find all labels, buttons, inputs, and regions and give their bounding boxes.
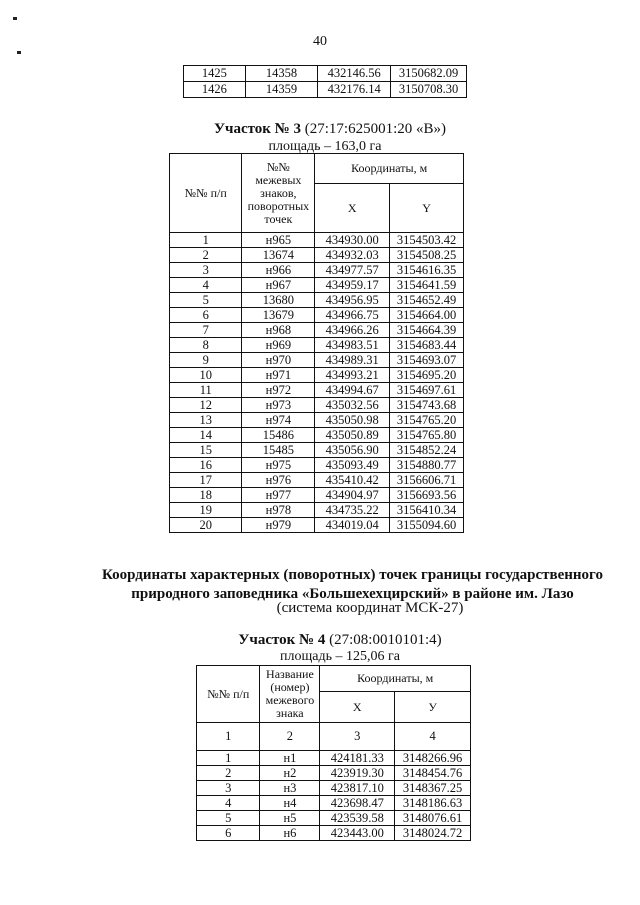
table-cell: 14359: [245, 82, 318, 98]
table-cell: 3154697.61: [390, 383, 464, 398]
table-row: [170, 443, 464, 458]
table-cell: 20: [170, 518, 242, 533]
table-cell: 2: [170, 248, 242, 263]
table-cell: 9: [170, 353, 242, 368]
table-row: [197, 826, 471, 841]
table-cell: 3148266.96: [395, 751, 471, 766]
table-cell: 423539.58: [320, 811, 395, 826]
table-cell: 13674: [242, 248, 315, 263]
scan-mark: [17, 51, 21, 54]
table-cell: 18: [170, 488, 242, 503]
table-cell: н975: [242, 458, 315, 473]
table-row: [170, 308, 464, 323]
table-row: [170, 488, 464, 503]
table-cell: 434735.22: [315, 503, 390, 518]
table-cell: 1425: [184, 66, 246, 82]
table-cell: 434993.21: [315, 368, 390, 383]
document-heading: [80, 566, 625, 604]
table-cell: 3: [170, 263, 242, 278]
table-cell: н977: [242, 488, 315, 503]
table-cell: 3154652.49: [390, 293, 464, 308]
table-cell: 3154508.25: [390, 248, 464, 263]
table-row: [170, 503, 464, 518]
header-x: X: [320, 692, 395, 723]
table-row: [197, 766, 471, 781]
header-y: Y: [390, 184, 464, 233]
table-cell: 423919.30: [320, 766, 395, 781]
index-cell: 2: [260, 723, 320, 751]
table-cell: 17: [170, 473, 242, 488]
table-cell: 5: [197, 811, 260, 826]
table-row: [170, 338, 464, 353]
table-cell: н2: [260, 766, 320, 781]
table-cell: 8: [170, 338, 242, 353]
table-row: [170, 353, 464, 368]
table-row: [197, 811, 471, 826]
table-row: [197, 751, 471, 766]
table-cell: 13680: [242, 293, 315, 308]
table-cell: н973: [242, 398, 315, 413]
table-cell: 434989.31: [315, 353, 390, 368]
table-cell: 435032.56: [315, 398, 390, 413]
table-cell: 435050.98: [315, 413, 390, 428]
table-cell: 423698.47: [320, 796, 395, 811]
table-cell: н978: [242, 503, 315, 518]
section-4-title: Участок № 4 (27:08:0010101:4): [238, 632, 442, 648]
table-cell: 3150708.30: [391, 82, 467, 98]
table-cell: н966: [242, 263, 315, 278]
table-cell: 434983.51: [315, 338, 390, 353]
table-cell: 3154683.44: [390, 338, 464, 353]
table-cell: н972: [242, 383, 315, 398]
table-cell: 12: [170, 398, 242, 413]
coordinate-system: (система координат МСК-27): [276, 600, 464, 616]
table-cell: 3154852.24: [390, 443, 464, 458]
table-cell: 423817.10: [320, 781, 395, 796]
index-cell: 1: [197, 723, 260, 751]
table-cell: н976: [242, 473, 315, 488]
table-cell: 3150682.09: [391, 66, 467, 82]
table-cell: 432176.14: [318, 82, 391, 98]
index-row: [197, 723, 471, 751]
table-row: [184, 82, 467, 98]
table-cell: н974: [242, 413, 315, 428]
table-row: [170, 473, 464, 488]
table-cell: 3148367.25: [395, 781, 471, 796]
table-cell: 3148076.61: [395, 811, 471, 826]
table-cell: 3154765.80: [390, 428, 464, 443]
table-cell: 3: [197, 781, 260, 796]
table-cell: н968: [242, 323, 315, 338]
header-y: У: [395, 692, 471, 723]
table-cell: н965: [242, 233, 315, 248]
header-coords: Координаты, м: [320, 666, 471, 692]
header-marker: Название (номер) межевого знака: [260, 666, 320, 723]
table-cell: 434959.17: [315, 278, 390, 293]
table-cell: 15485: [242, 443, 315, 458]
header-marker: №№ межевых знаков, поворотных точек: [242, 154, 315, 233]
table-cell: 3154664.39: [390, 323, 464, 338]
table-row: [170, 368, 464, 383]
index-cell: 3: [320, 723, 395, 751]
table-cell: 3154503.42: [390, 233, 464, 248]
table-cell: 14358: [245, 66, 318, 82]
table-cell: 6: [197, 826, 260, 841]
table-cell: 3148454.76: [395, 766, 471, 781]
table-cell: 3154695.20: [390, 368, 464, 383]
heading-line-2: природного заповедника «Большехехцирский» в районе им. Лазо: [131, 586, 574, 602]
continuation-table: [183, 65, 467, 98]
table-cell: 3154765.20: [390, 413, 464, 428]
table-cell: 2: [197, 766, 260, 781]
table-cell: 3156693.56: [390, 488, 464, 503]
section-3-title: Участок № 3 (27:17:625001:20 «В»): [213, 121, 446, 137]
table-cell: 1: [170, 233, 242, 248]
table-cell: 434904.97: [315, 488, 390, 503]
table-cell: н971: [242, 368, 315, 383]
table-row: [170, 383, 464, 398]
index-cell: 4: [395, 723, 471, 751]
table-cell: 1426: [184, 82, 246, 98]
table-cell: 19: [170, 503, 242, 518]
table-cell: 5: [170, 293, 242, 308]
table-cell: 11: [170, 383, 242, 398]
table-cell: 434956.95: [315, 293, 390, 308]
table-cell: 3154693.07: [390, 353, 464, 368]
table-cell: 424181.33: [320, 751, 395, 766]
table-row: [170, 233, 464, 248]
table-cell: 3154743.68: [390, 398, 464, 413]
table-cell: н1: [260, 751, 320, 766]
table-cell: 434966.75: [315, 308, 390, 323]
header-x: X: [315, 184, 390, 233]
table-row: [197, 781, 471, 796]
section-4-area: площадь – 125,06 га: [280, 649, 400, 664]
section-3-area: площадь – 163,0 га: [268, 139, 382, 154]
table-cell: 3154664.00: [390, 308, 464, 323]
table-cell: н4: [260, 796, 320, 811]
table-cell: 423443.00: [320, 826, 395, 841]
table-cell: 13: [170, 413, 242, 428]
table-cell: 434966.26: [315, 323, 390, 338]
table-cell: 4: [170, 278, 242, 293]
table-cell: 434932.03: [315, 248, 390, 263]
table-cell: н5: [260, 811, 320, 826]
table-cell: н970: [242, 353, 315, 368]
table-row: [170, 248, 464, 263]
table-cell: н967: [242, 278, 315, 293]
header-coords: Координаты, м: [315, 154, 464, 184]
table-cell: н979: [242, 518, 315, 533]
table-cell: 7: [170, 323, 242, 338]
table-cell: 14: [170, 428, 242, 443]
table-cell: н3: [260, 781, 320, 796]
table-cell: 435056.90: [315, 443, 390, 458]
table-cell: 15: [170, 443, 242, 458]
table-cell: н6: [260, 826, 320, 841]
header-num: №№ п/п: [197, 666, 260, 723]
table-cell: 10: [170, 368, 242, 383]
table-cell: 3156606.71: [390, 473, 464, 488]
table-row: [170, 263, 464, 278]
table-row: [170, 398, 464, 413]
table-cell: 1: [197, 751, 260, 766]
table-row: [170, 323, 464, 338]
scan-mark: [13, 17, 17, 20]
table-cell: 3154616.35: [390, 263, 464, 278]
table-cell: 434019.04: [315, 518, 390, 533]
page-number: 40: [313, 34, 327, 49]
table-cell: 13679: [242, 308, 315, 323]
table-row: [184, 66, 467, 82]
table-row: [170, 518, 464, 533]
table-cell: 3148024.72: [395, 826, 471, 841]
table-cell: 434930.00: [315, 233, 390, 248]
table-cell: 4: [197, 796, 260, 811]
table-cell: 15486: [242, 428, 315, 443]
table-cell: 435093.49: [315, 458, 390, 473]
heading-line-1: Координаты характерных (поворотных) точек границы государственного: [102, 567, 603, 583]
table-cell: н969: [242, 338, 315, 353]
table-cell: 434977.57: [315, 263, 390, 278]
table-row: [170, 428, 464, 443]
table-row: [197, 796, 471, 811]
table-cell: 16: [170, 458, 242, 473]
table-row: [170, 278, 464, 293]
table-cell: 434994.67: [315, 383, 390, 398]
table-cell: 435050.89: [315, 428, 390, 443]
table-cell: 6: [170, 308, 242, 323]
table-cell: 3155094.60: [390, 518, 464, 533]
table-row: [170, 413, 464, 428]
table-cell: 432146.56: [318, 66, 391, 82]
table-cell: 3156410.34: [390, 503, 464, 518]
table-row: [170, 458, 464, 473]
section-4-table: [196, 665, 471, 841]
table-cell: 3154880.77: [390, 458, 464, 473]
table-cell: 435410.42: [315, 473, 390, 488]
header-num: №№ п/п: [170, 154, 242, 233]
table-row: [170, 293, 464, 308]
section-3-table: [169, 153, 464, 533]
table-cell: 3154641.59: [390, 278, 464, 293]
table-cell: 3148186.63: [395, 796, 471, 811]
